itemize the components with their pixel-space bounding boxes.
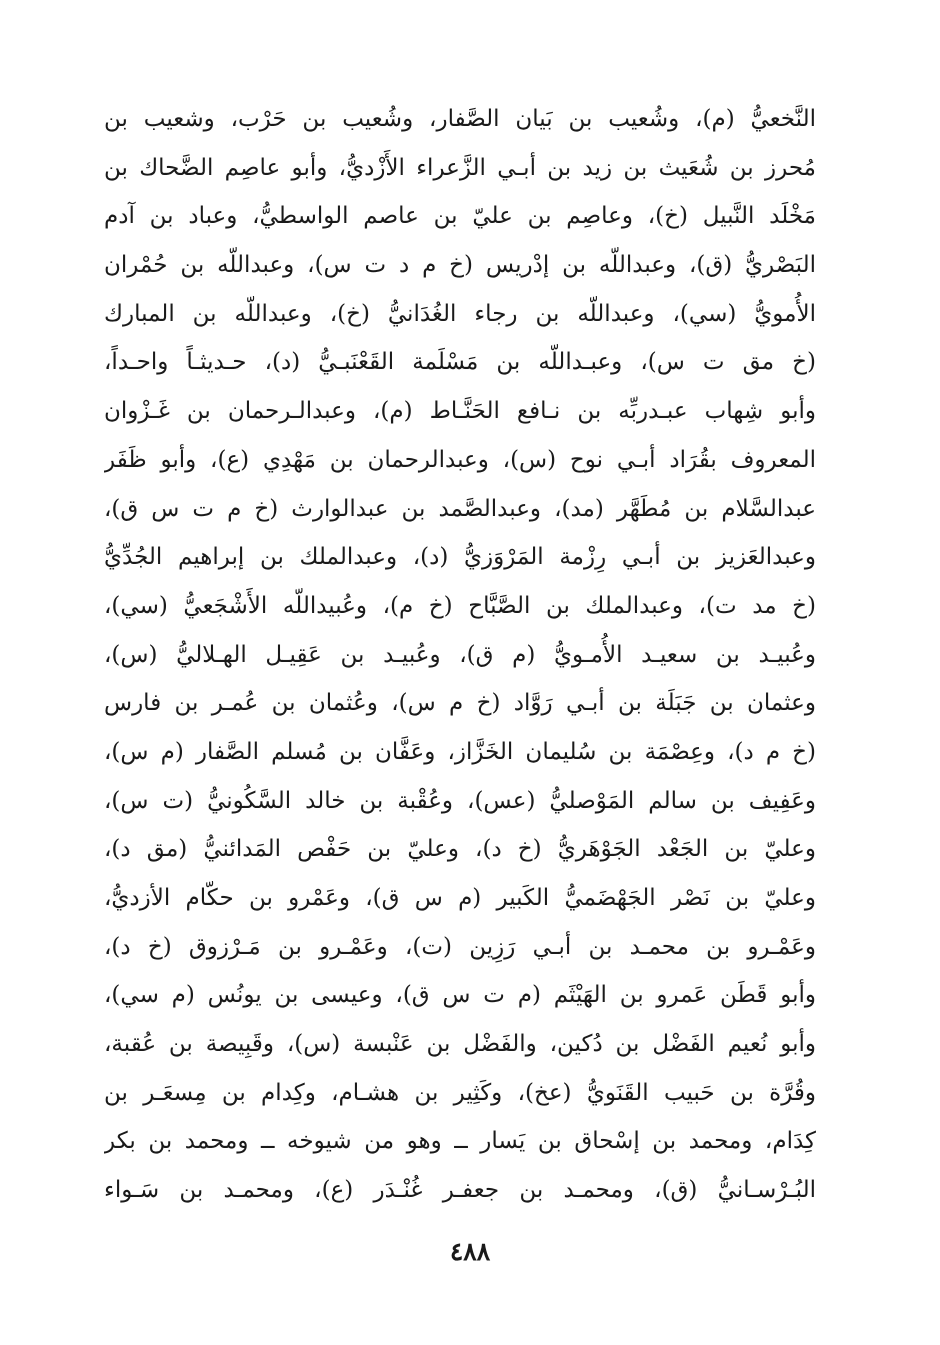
text-line: وأبو نُعيم الفَضْل بن دُكين، والفَضْل بن عَنْبسة (س)، وقَبِيصة بن عُقبة،: [104, 1031, 816, 1058]
text-line: وعليّ بن الجَعْد الجَوْهَريُّ (خ د)، وعليّ بن حَفْص المَدائنيُّ (مق د)،: [104, 836, 816, 863]
text-line: الأُمويُّ (سي)، وعبداللّه بن رجاء الغُدَانيُّ (خ)، وعبداللّه بن المبارك: [104, 300, 816, 327]
text-line: (خ م د)، وعِصْمَة بن سُليمان الخَزَّاز، وعَفَّان بن مُسلم الصَّفار (م س)،: [104, 738, 816, 765]
body-text: [104, 95, 816, 1215]
text-line: النَّخعيُّ (م)، وشُعيب بن بَيان الصَّفار، وشُعيب بن حَرْب، وشعيب بن: [104, 106, 816, 132]
text-line: وعَفِيف بن سالم المَوْصليُّ (عس)، وعُقْبة بن خالد السَّكُونيُّ (ت س)،: [104, 787, 816, 814]
text-line: (خ مق ت س)، وعبـداللّه بن مَسْلَمة القَعْنَبـيُّ (د)، حـديثـاً واحـداً،: [104, 349, 816, 376]
text-line: وأبو شِهاب عبـدربِّه بن نـافع الحَنَّـاط (م)، وعبدالـرحمان بن غَـزْوان: [104, 398, 816, 425]
text-line: عبدالسَّلام بن مُطَهَّر (مد)، وعبدالصَّمد بن عبدالوارث (خ م ت س ق)،: [104, 495, 816, 522]
text-line: مُحرز بن شُعَيث بن زيد بن أبـي الزَّعراء الأَزْديُّ، وأبو عاصِم الضَّحاك بن: [104, 154, 816, 181]
text-line: وعليّ بن نَصْر الجَهْضَميُّ الكَبير (م س ق)، وعَمْرو بن حكّام الأزديُّ،: [104, 885, 816, 911]
text-line: وعُبيـد بن سعيـد الأُمـويُّ (م ق)، وعُبيـد بن عَقِيـل الهـلاليُّ (س)،: [104, 641, 816, 668]
text-line: وقُرَّة بن حَبيب القَنَويُّ (عخ)، وكَثِير بن هشـام، وكِدام بن مِسعَـر بن: [104, 1079, 816, 1106]
text-line: البُـرْسـانيُّ (ق)، ومحمـد بن جعفـر غُنْـدَر (ع)، ومحمـد بن سَـواء: [104, 1177, 816, 1204]
text-line: وعثمان بن جَبَلَة بن أبـي رَوَّاد (خ م س)، وعُثمان بن عُمـر بن فارس: [104, 690, 816, 717]
text-line: (خ مد ت)، وعبدالملك بن الصَّبَّاح (خ م)، وعُبيداللّه الأَشْجَعيُّ (سي)،: [104, 592, 816, 619]
text-line: كِدَام، ومحمد بن إسْحاق بن يَسار ــ وهو من شيوخه ــ ومحمد بن بكر: [104, 1128, 816, 1155]
text-line: البَصْريُّ (ق)، وعبداللّه بن إدْريس (خ م د ت س)، وعبداللّه بن حُمْران: [104, 252, 816, 279]
text-line: المعروف بقُرَاد أبـي نوح (س)، وعبدالرحمان بن مَهْدِي (ع)، وأبو ظَفَر: [104, 446, 816, 473]
text-line: وأبو قَطَن عَمرو بن الهَيْثَم (م ت س ق)، وعيسى بن يونُس (م سي)،: [104, 982, 816, 1009]
text-line: مَخْلَد النَّبيل (خ)، وعاصِم بن عليّ بن عاصم الواسطيُّ، وعباد بن آدم: [104, 203, 816, 230]
text-line: وعبدالعَزيز بن أبـي رِزْمة المَرْوَزيُّ (د)، وعبدالملك بن إبراهيم الجُدِّيُّ: [104, 544, 816, 571]
text-line: وعَمْـرو بن محمـد بن أبـي رَزِين (ت)، وعَمْـرو بن مَـرْزوق (خ د)،: [104, 933, 816, 960]
page-number: ٤٨٨: [449, 1237, 491, 1266]
